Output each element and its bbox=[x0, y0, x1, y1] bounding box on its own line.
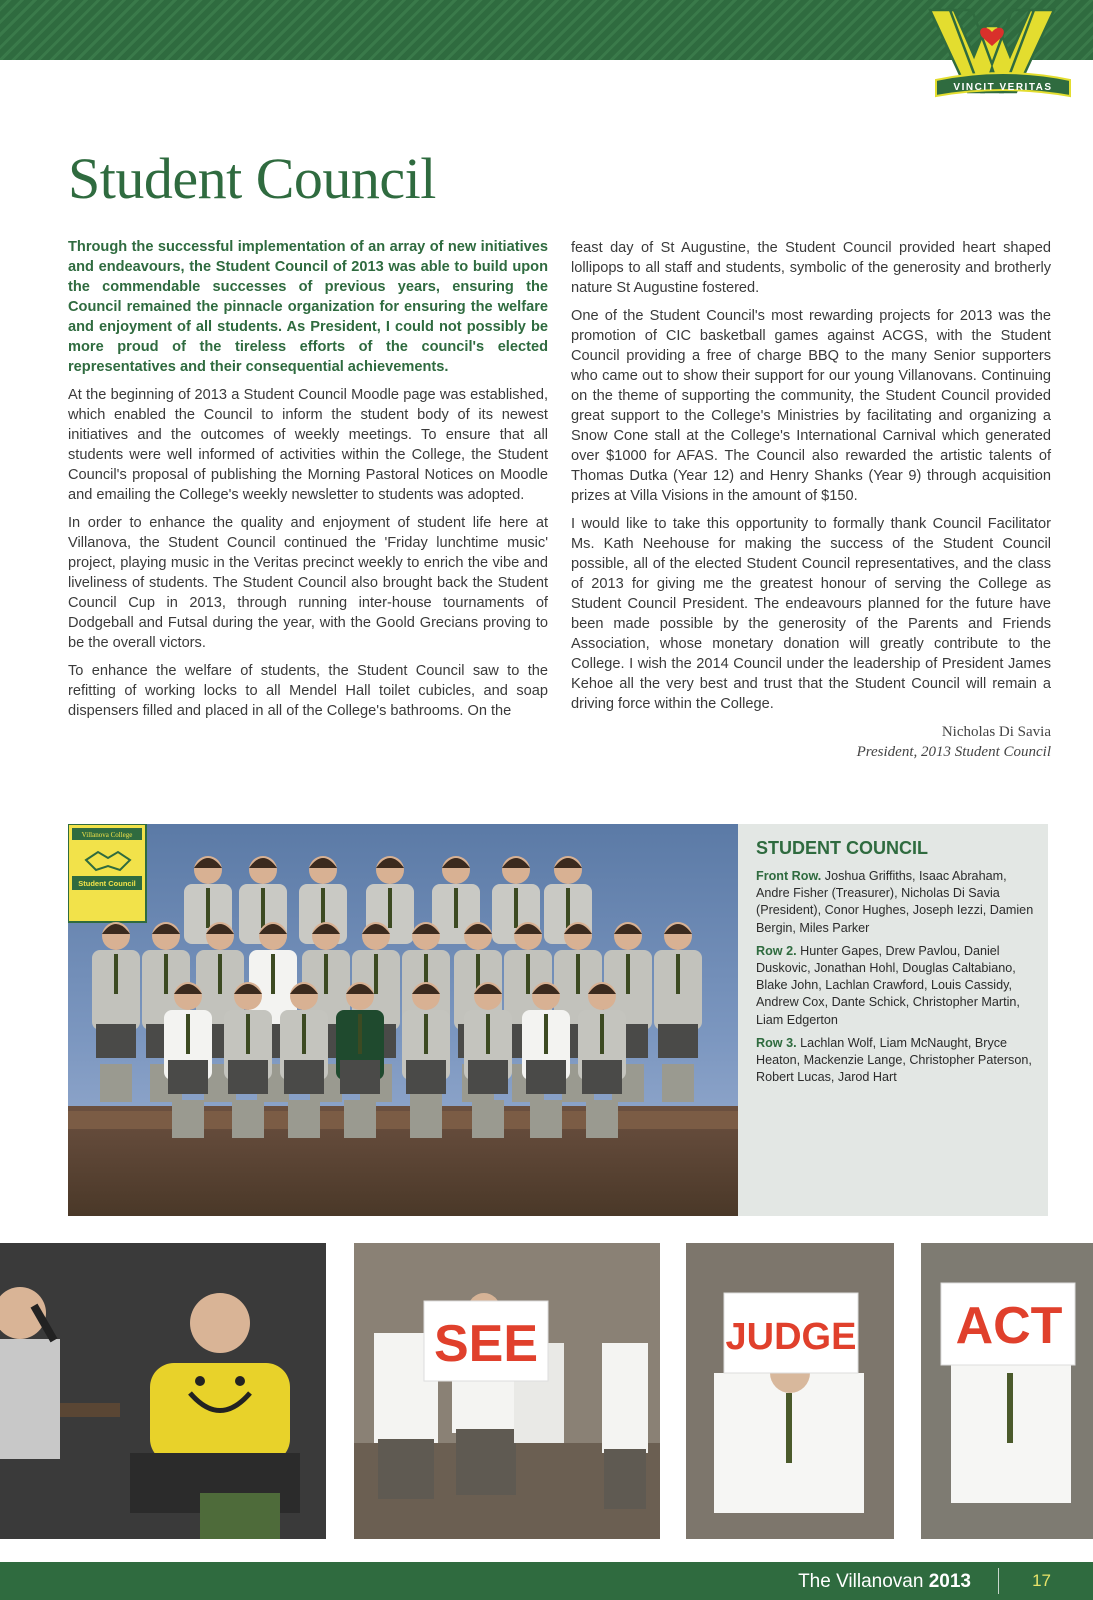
caption-heading: STUDENT COUNCIL bbox=[756, 838, 928, 858]
caption-body bbox=[756, 868, 1038, 1092]
article-column-right bbox=[571, 238, 1051, 762]
footer-year: 2013 bbox=[928, 1571, 971, 1592]
caption-row-label: Row 2. bbox=[756, 943, 797, 958]
caption-row bbox=[756, 1035, 1038, 1087]
article-column-left bbox=[68, 237, 548, 729]
article-intro: Through the successful implementation of an array of new initiatives and endeavours, the Student Council of 2013 was able to build upon the commendable successes of previous years, ensuring the Council remained the pinnacle organization for ensuring the welfare and enjoyment of all students. As President, I could not possibly be more proud of the tireless efforts of the council's elected representatives and their consequential achievements. bbox=[68, 239, 548, 375]
article-paragraph: I would like to take this opportunity to formally thank Council Facilitator Ms. Kath Neehouse for making the success of the Student Council possible, all of the elected Student Council representatives, and the class of 2013 for giving me the greatest honour of serving the College as Student Council President. The endeavours planned for the future have been made possible by the generosity of the Parents and Friends Association, whose monetary donation will greatly contribute to the College. I wish the 2014 Council under the leadership of President James Kehoe all the very best and trust that the Student Council will remain a driving force within the College. bbox=[571, 516, 1051, 712]
group-photo-illustration bbox=[68, 824, 738, 1216]
page-number: 17 bbox=[1032, 1571, 1051, 1590]
judge-sign-text: JUDGE bbox=[725, 1316, 857, 1358]
caption-row bbox=[756, 943, 1038, 1029]
ghost-heading bbox=[560, 152, 574, 214]
article-paragraph: At the beginning of 2013 a Student Council Moodle page was established, which enabled the Council to inform the student body of its newest initiatives and the outcomes of weekly meetings. To ensure that all students were well informed of activities within the College, the Student Council's proposal of publishing the Morning Pastoral Notices on Moodle and emailing the College's weekly newsletter to students was adopted. bbox=[68, 387, 548, 503]
signature-role: President, 2013 Student Council bbox=[856, 744, 1051, 760]
caption-row-names: Joshua Griffiths, Isaac Abraham, Andre Fisher (Treasurer), Nicholas Di Savia (President), Conor Hughes, Joseph Iezzi, Damien Bergin, Miles Parker bbox=[756, 869, 1034, 935]
caption-row-names: Lachlan Wolf, Liam McNaught, Bryce Heaton, Mackenzie Lange, Christopher Paterson, Robert Lucas, Jarod Hart bbox=[756, 1035, 1032, 1085]
student-council-group-photo bbox=[68, 824, 738, 1216]
student-figure bbox=[654, 922, 702, 1102]
page-title: Student Council bbox=[68, 146, 436, 211]
council-sign-line1: Villanova College bbox=[81, 831, 133, 839]
caption-row bbox=[756, 868, 1038, 937]
logo-motto: VINCIT VERITAS bbox=[953, 82, 1053, 93]
footer-divider bbox=[998, 1568, 999, 1594]
student-figure bbox=[92, 922, 140, 1102]
see-sign-text: SEE bbox=[433, 1315, 539, 1373]
caption-row-label: Front Row. bbox=[756, 869, 822, 883]
event-photo-see-sign bbox=[354, 1243, 660, 1539]
footer-publication-name: The Villanovan bbox=[798, 1571, 924, 1592]
article-paragraph: In order to enhance the quality and enjoyment of student life here at Villanova, the Student Council continued the 'Friday lunchtime music' project, playing music in the Veritas precinct weekly to enrich the vibe and liveliness of students. The Student Council also brought back the Student Council Cup in 2013, through running inter-house tournaments of Dodgeball and Futsal during the year, with the Goold Grecians proving to be the overall victors. bbox=[68, 515, 548, 651]
tie-icon bbox=[786, 1393, 792, 1463]
signature-block bbox=[571, 722, 1051, 762]
event-photo-judge-sign bbox=[686, 1243, 894, 1539]
tie-icon bbox=[1007, 1373, 1013, 1443]
signature-name: Nicholas Di Savia bbox=[941, 724, 1051, 740]
article-paragraph: feast day of St Augustine, the Student Council provided heart shaped lollipops to all staff and students, symbolic of the generosity and brotherly nature St Augustine fostered. bbox=[571, 240, 1051, 296]
event-photo-emoji-costume bbox=[0, 1243, 326, 1539]
act-sign-text: ACT bbox=[955, 1297, 1063, 1355]
council-sign-line2: Student Council bbox=[78, 879, 136, 888]
event-photo-act-sign bbox=[921, 1243, 1093, 1539]
article-paragraph: One of the Student Council's most rewarding projects for 2013 was the promotion of CIC basketball games against ACGS, with the Student Council providing a free of charge BBQ to the many Senior supporters who came out to show their support for our young Villanovans. Continuing on the theme of supporting the community, the Student Council provided great support to the College's Ministries by facilitating and organizing a Snow Cone stall at the College's International Carnival which generated over $1000 for AFAS. The Council also rewarded the artistic talents of Thomas Dutka (Year 12) and Henry Shanks (Year 9) through acquisition prizes at Villa Visions in the amount of $150. bbox=[571, 308, 1051, 504]
page-footer bbox=[0, 1562, 1093, 1600]
photo-caption-box bbox=[738, 824, 1048, 1216]
caption-row-names: Hunter Gapes, Drew Pavlou, Daniel Duskovic, Jonathan Hohl, Douglas Caltabiano, Blake John, Lachlan Crawford, Louis Cassidy, Andrew Cox, Dante Schick, Christopher Martin, Liam Edgerton bbox=[756, 943, 1020, 1027]
caption-row-label: Row 3. bbox=[756, 1035, 797, 1050]
vincit-veritas-crest-logo bbox=[928, 4, 1078, 104]
article-paragraph: To enhance the welfare of students, the Student Council saw to the refitting of working locks to all Mendel Hall toilet cubicles, and soap dispensers filled and placed in all of the College's bathrooms. On the bbox=[68, 663, 548, 719]
footer-publication bbox=[798, 1571, 971, 1593]
